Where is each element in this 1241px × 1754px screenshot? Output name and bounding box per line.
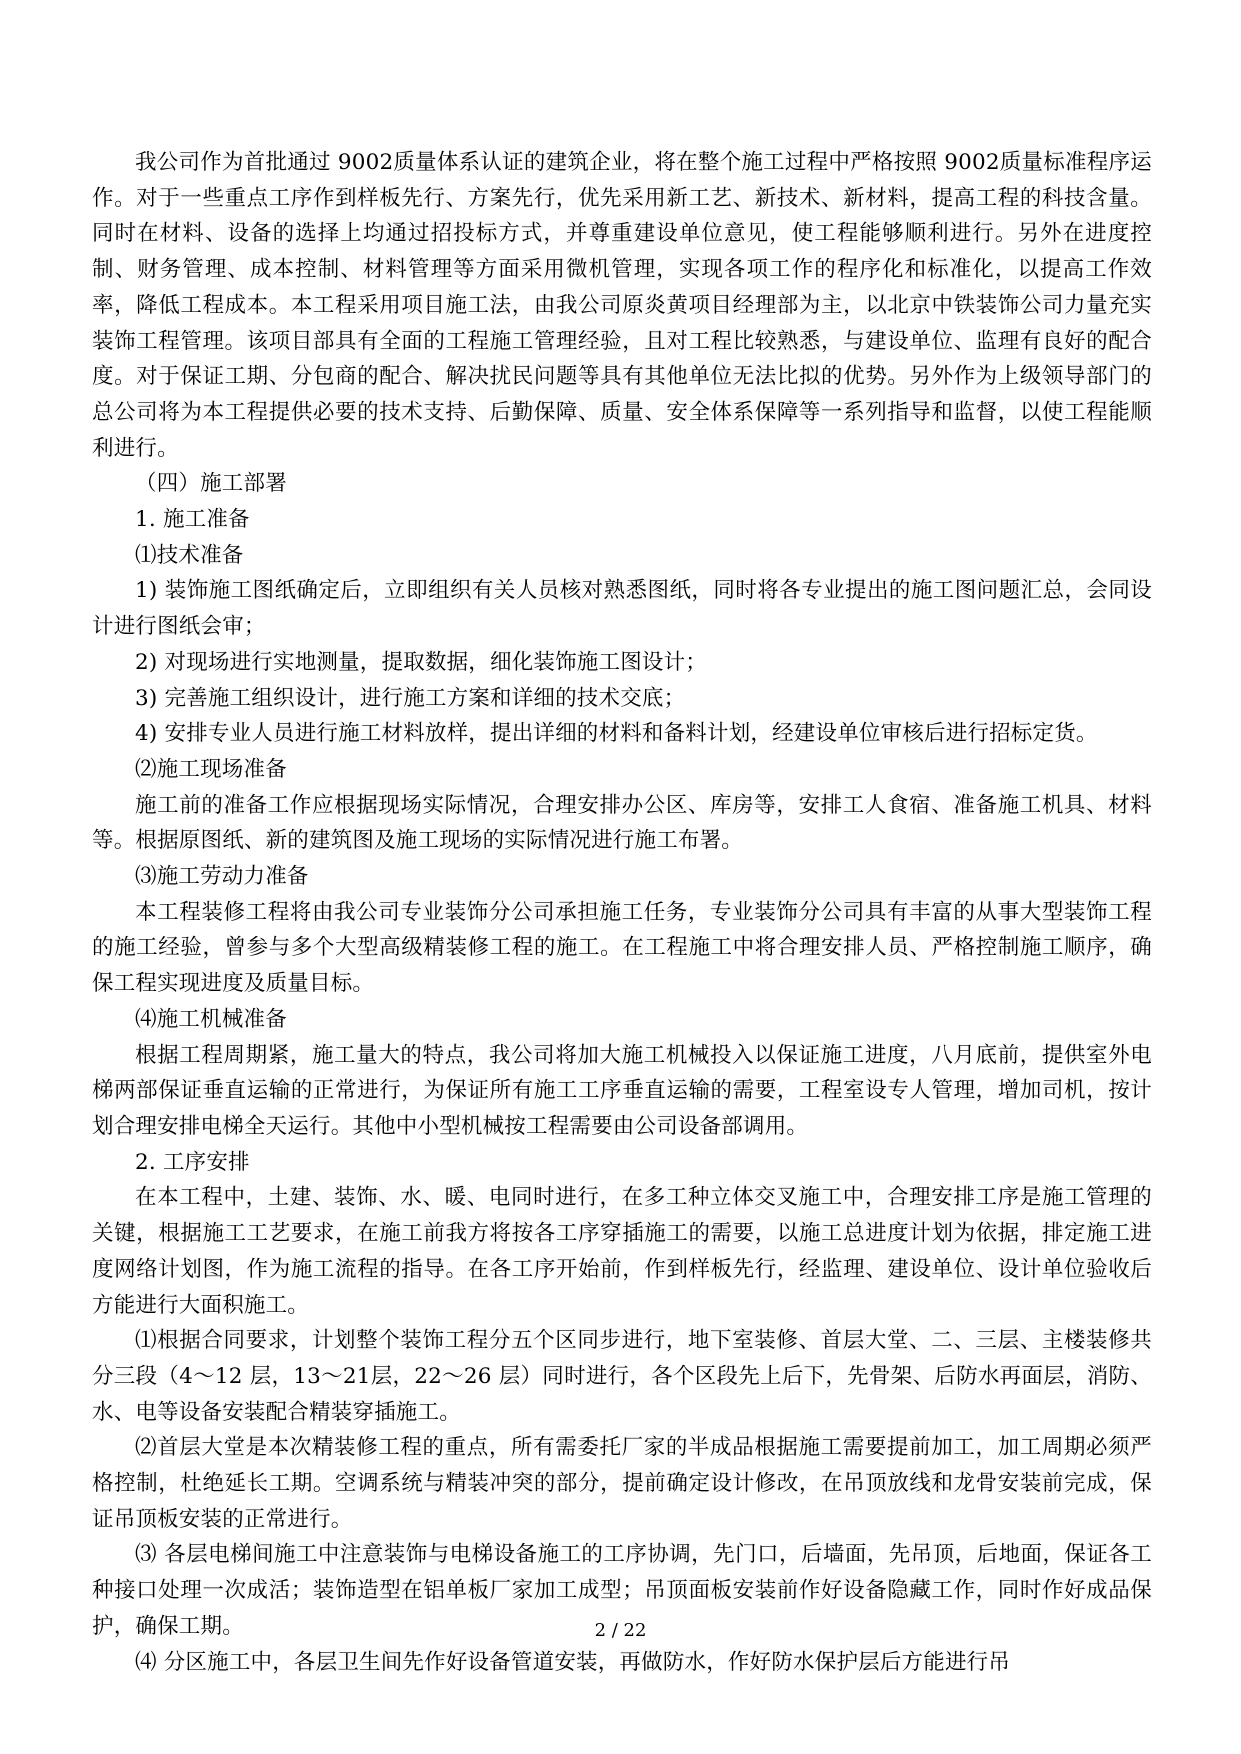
paragraph: 根据工程周期紧，施工量大的特点，我公司将加大施工机械投入以保证施工进度，八月底前，提供室外电梯两部保证垂直运输的正常进行，为保证所有施工工序垂直运输的需要，工程室设专人管理，增加司机，按计划合理安排电梯全天运行。其他中小型机械按工程需要由公司设备部调用。 bbox=[92, 1042, 1152, 1139]
subsection-heading: 2. 工序安排 bbox=[135, 1149, 250, 1175]
list-item: 4) 安排专业人员进行施工材料放样，提出详细的材料和备料计划，经建设单位审核后进行招标定货。 bbox=[135, 721, 1098, 747]
item-heading: ⑴技术准备 bbox=[135, 542, 244, 568]
item-heading: ⑶施工劳动力准备 bbox=[135, 864, 309, 890]
list-item: 1) 装饰施工图纸确定后，立即组织有关人员核对熟悉图纸，同时将各专业提出的施工图问题汇总，会同设计进行图纸会审； bbox=[92, 578, 1152, 640]
subsection-heading: 1. 施工准备 bbox=[135, 507, 250, 533]
paragraph-intro: 我公司作为首批通过 9002质量体系认证的建筑企业，将在整个施工过程中严格按照 9002质量标准程序运作。对于一些重点工序作到样板先行、方案先行，优先采用新工艺、新技术、新材料，提高工程的科技含量。同时在材料、设备的选择上均通过招投标方式，并尊重建设单位意见，使工程能够顺利进行。另外在进度控制、财务管理、成本控制、材料管理等方面采用微机管理，实现各项工作的程序化和标准化，以提高工作效率，降低工程成本。本工程采用项目施工法，由我公司原炎黄项目经理部为主，以北京中铁装饰公司力量充实装饰工程管理。该项目部具有全面的工程施工管理经验，且对工程比较熟悉，与建设单位、监理有良好的配合度。对于保证工期、分包商的配合、解决扰民问题等具有其他单位无法比拟的优势。另外作为上级领导部门的总公司将为本工程提供必要的技术支持、后勤保障、质量、安全体系保障等一系列指导和监督，以使工程能顺利进行。 bbox=[92, 150, 1152, 461]
list-item: ⑴根据合同要求，计划整个装饰工程分五个区同步进行，地下室装修、首层大堂、二、三层、主楼装修共分三段（4～12 层，13～21层，22～26 层）同时进行，各个区段先上后下，先骨架、后防水再面层，消防、水、电等设备安装配合精装穿插施工。 bbox=[92, 1328, 1152, 1425]
list-item: 3) 完善施工组织设计，进行施工方案和详细的技术交底； bbox=[135, 685, 686, 711]
paragraph: 本工程装修工程将由我公司专业装饰分公司承担施工任务，专业装饰分公司具有丰富的从事大型装饰工程的施工经验，曾参与多个大型高级精装修工程的施工。在工程施工中将合理安排人员、严格控制施工顺序，确保工程实现进度及质量目标。 bbox=[92, 899, 1152, 997]
document-body bbox=[92, 145, 1152, 1680]
item-heading: ⑷施工机械准备 bbox=[135, 1006, 287, 1032]
paragraph: 施工前的准备工作应根据现场实际情况，合理安排办公区、库房等，安排工人食宿、准备施工机具、材料等。根据原图纸、新的建筑图及施工现场的实际情况进行施工布署。 bbox=[92, 792, 1152, 854]
list-item: ⑶ 各层电梯间施工中注意装饰与电梯设备施工的工序协调，先门口，后墙面，先吊顶，后地面，保证各工种接口处理一次成活；装饰造型在铝单板厂家加工成型；吊顶面板安装前作好设备隐藏工作，同时作好成品保护，确保工期。 bbox=[92, 1542, 1152, 1639]
list-item: 2) 对现场进行实地测量，提取数据，细化装饰施工图设计； bbox=[135, 649, 708, 675]
paragraph: 在本工程中，土建、装饰、水、暖、电同时进行，在多工种立体交叉施工中，合理安排工序是施工管理的关键，根据施工工艺要求，在施工前我方将按各工序穿插施工的需要，以施工总进度计划为依据，排定施工进度网络计划图，作为施工流程的指导。在各工序开始前，作到样板先行，经监理、建设单位、设计单位验收后方能进行大面积施工。 bbox=[92, 1185, 1152, 1318]
section-heading: （四）施工部署 bbox=[135, 471, 287, 497]
list-item: ⑵首层大堂是本次精装修工程的重点，所有需委托厂家的半成品根据施工需要提前加工，加工周期必须严格控制，杜绝延长工期。空调系统与精装冲突的部分，提前确定设计修改，在吊顶放线和龙骨安装前完成，保证吊顶板安装的正常进行。 bbox=[92, 1435, 1152, 1532]
page-number: 2 / 22 bbox=[594, 1620, 647, 1641]
item-heading: ⑵施工现场准备 bbox=[135, 756, 287, 782]
list-item: ⑷ 分区施工中，各层卫生间先作好设备管道安装，再做防水，作好防水保护层后方能进行吊 bbox=[135, 1649, 1011, 1675]
